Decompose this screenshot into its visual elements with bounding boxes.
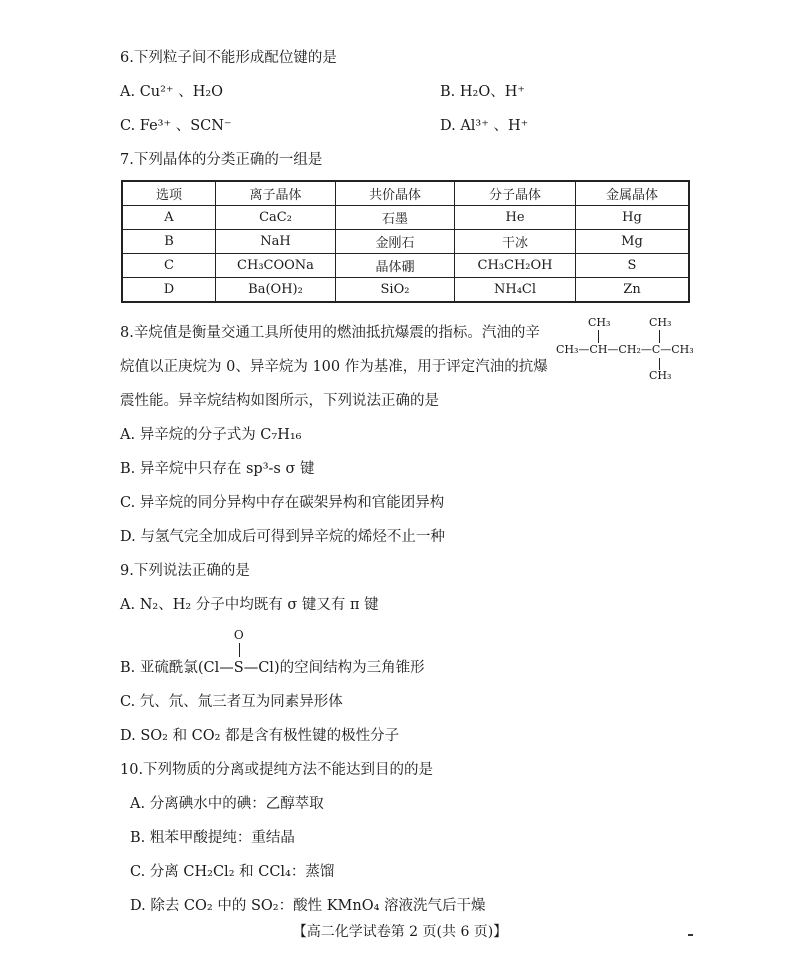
table-cell: 石墨	[336, 206, 455, 230]
table-cell: Ba(OH)₂	[216, 278, 336, 303]
q8-stem-line3: 震性能。异辛烷结构如图所示，下列说法正确的是	[120, 393, 439, 409]
q9-option-b	[120, 628, 425, 677]
table-header: 金属晶体	[576, 181, 690, 206]
table-header: 分子晶体	[455, 181, 576, 206]
q10-option-a: A. 分离碘水中的碘：乙醇萃取	[130, 796, 324, 812]
crystal-classification-table	[121, 180, 690, 303]
q9-option-c: C. 氕、氘、氚三者互为同素异形体	[120, 694, 343, 710]
formula-oxygen: O	[233, 628, 244, 642]
table-cell: D	[122, 278, 216, 303]
table-cell: NaH	[216, 230, 336, 254]
table-cell: SiO₂	[336, 278, 455, 303]
q6-option-c: C. Fe³⁺ 、SCN⁻	[120, 118, 232, 134]
formula-main: Cl—S—Cl	[203, 660, 274, 676]
q8-option-b: B. 异辛烷中只存在 sp³-s σ 键	[120, 461, 315, 477]
table-cell: CH₃COONa	[216, 254, 336, 278]
table-cell: CH₃CH₂OH	[455, 254, 576, 278]
table-cell: Mg	[576, 230, 690, 254]
structure-ch3-top2: CH₃	[649, 316, 672, 329]
q10-option-b: B. 粗苯甲酸提纯：重结晶	[130, 830, 295, 846]
table-row	[122, 230, 689, 254]
q7-stem: 7.下列晶体的分类正确的一组是	[120, 152, 323, 168]
structure-ch3-bottom: CH₃	[649, 369, 672, 382]
q9-option-d: D. SO₂ 和 CO₂ 都是含有极性键的极性分子	[120, 728, 400, 744]
table-header: 离子晶体	[216, 181, 336, 206]
table-cell: C	[122, 254, 216, 278]
table-row	[122, 254, 689, 278]
q9-option-b-prefix: B. 亚硫酰氯(	[120, 660, 204, 676]
q10-stem: 10.下列物质的分离或提纯方法不能达到目的的是	[120, 762, 434, 778]
table-row	[122, 206, 689, 230]
table-cell: 干冰	[455, 230, 576, 254]
q6-option-a: A. Cu²⁺ 、H₂O	[120, 84, 224, 100]
table-row	[122, 278, 689, 303]
page-footer: 【高二化学试卷第 2 页(共 6 页)】	[292, 924, 508, 940]
table-cell: Hg	[576, 206, 690, 230]
q9-option-b-suffix: )的空间结构为三角锥形	[273, 660, 425, 676]
q8-stem-line1: 8.辛烷值是衡量交通工具所使用的燃油抵抗爆震的指标。汽油的辛	[120, 325, 540, 341]
formula-double-bond	[239, 643, 240, 657]
structure-ch3-top1: CH₃	[588, 316, 611, 329]
q8-stem-line2: 烷值以正庚烷为 0、异辛烷为 100 作为基准，用于评定汽油的抗爆	[120, 359, 548, 375]
structure-bond-line	[659, 330, 660, 343]
q8-option-d: D. 与氢气完全加成后可得到异辛烷的烯烃不止一种	[120, 529, 445, 545]
q9-option-a: A. N₂、H₂ 分子中均既有 σ 键又有 π 键	[120, 597, 379, 613]
scan-mark	[688, 934, 693, 936]
table-header-row	[122, 181, 689, 206]
q8-option-c: C. 异辛烷的同分异构中存在碳架异构和官能团异构	[120, 495, 445, 511]
table-cell: Zn	[576, 278, 690, 303]
table-header: 选项	[122, 181, 216, 206]
q6-stem: 6.下列粒子间不能形成配位键的是	[120, 50, 337, 66]
q6-option-d: D. Al³⁺ 、H⁺	[440, 118, 529, 134]
table-cell: He	[455, 206, 576, 230]
thionyl-chloride-formula	[203, 628, 274, 676]
q6-option-b: B. H₂O、H⁺	[440, 84, 526, 100]
table-cell: S	[576, 254, 690, 278]
q9-stem: 9.下列说法正确的是	[120, 563, 250, 579]
table-cell: A	[122, 206, 216, 230]
table-cell: 晶体硼	[336, 254, 455, 278]
q10-option-d: D. 除去 CO₂ 中的 SO₂：酸性 KMnO₄ 溶液洗气后干燥	[130, 898, 486, 914]
table-header: 共价晶体	[336, 181, 455, 206]
isooctane-structure	[548, 316, 698, 386]
table-cell: CaC₂	[216, 206, 336, 230]
structure-main-chain: CH₃—CH—CH₂—C—CH₃	[556, 343, 694, 356]
table-cell: B	[122, 230, 216, 254]
q10-option-c: C. 分离 CH₂Cl₂ 和 CCl₄：蒸馏	[130, 864, 335, 880]
structure-bond-line	[598, 330, 599, 343]
table-cell: NH₄Cl	[455, 278, 576, 303]
q8-option-a: A. 异辛烷的分子式为 C₇H₁₆	[120, 427, 302, 443]
table-cell: 金刚石	[336, 230, 455, 254]
